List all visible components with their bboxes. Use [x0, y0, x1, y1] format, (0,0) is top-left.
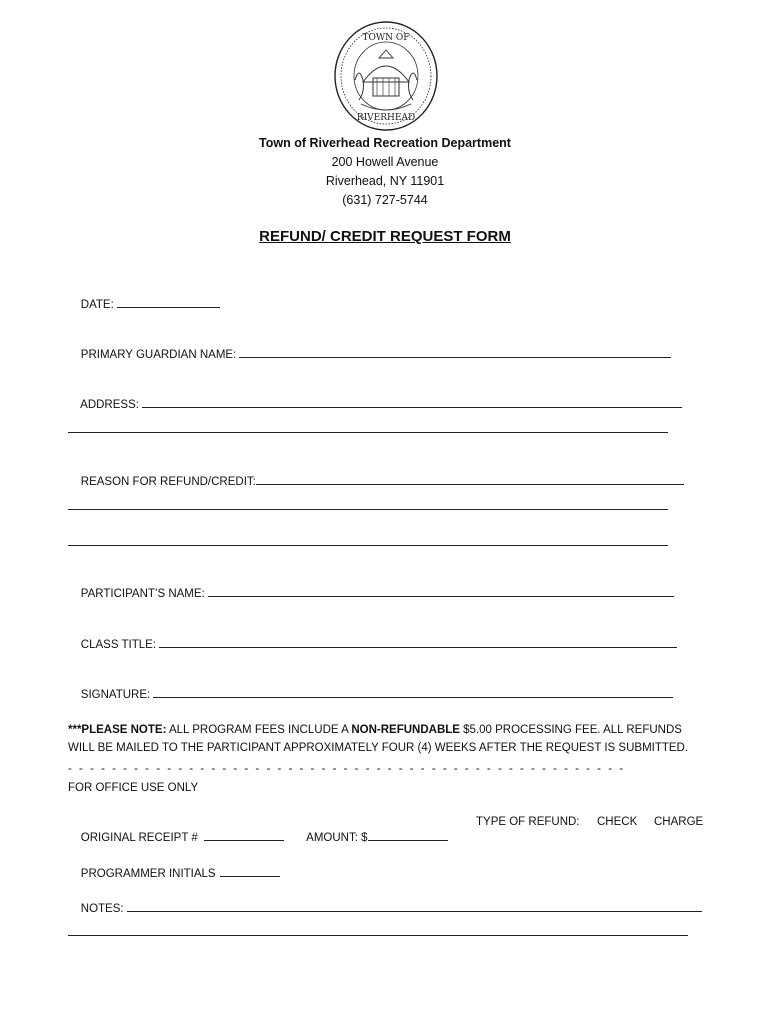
- refund-type-charge[interactable]: CHARGE: [654, 816, 704, 828]
- amount-field[interactable]: [368, 828, 448, 841]
- class-title-field[interactable]: [159, 635, 677, 648]
- receipt-label: ORIGINAL RECEIPT #: [80, 832, 198, 844]
- fee-notice: [68, 721, 708, 757]
- guardian-row: [68, 333, 671, 373]
- seal-top-text: TOWN OF: [362, 33, 410, 43]
- date-label: DATE:: [80, 299, 114, 311]
- refund-type-check[interactable]: CHECK: [597, 816, 638, 828]
- participant-row: [68, 572, 674, 612]
- reason-field-line-2[interactable]: [68, 509, 668, 510]
- notes-field-line-2[interactable]: [68, 935, 688, 936]
- address-field[interactable]: [142, 395, 682, 408]
- receipt-row: [68, 816, 284, 856]
- reason-label: REASON FOR REFUND/CREDIT:: [80, 476, 256, 488]
- reason-field-line-3[interactable]: [68, 545, 668, 546]
- signature-field[interactable]: [153, 685, 673, 698]
- amount-row: [294, 816, 448, 856]
- participant-label: PARTICIPANT’S NAME:: [80, 588, 205, 600]
- notes-field[interactable]: [127, 899, 702, 912]
- initials-field[interactable]: [220, 864, 280, 877]
- receipt-field[interactable]: [204, 828, 284, 841]
- form-title: REFUND/ CREDIT REQUEST FORM: [259, 228, 511, 245]
- participant-name-field[interactable]: [208, 584, 674, 597]
- reason-field[interactable]: [256, 472, 684, 485]
- signature-row: [68, 673, 673, 713]
- notes-label: NOTES:: [80, 903, 124, 915]
- phone-number: (631) 727-5744: [342, 193, 428, 207]
- amount-label: AMOUNT: $: [306, 832, 368, 844]
- office-divider: - - - - - - - - - - - - - - - - - - - - - - - - - - - - - - - - - - - - - - - - - - - - - - - - - - -: [68, 763, 626, 775]
- office-use-heading: FOR OFFICE USE ONLY: [68, 782, 199, 794]
- class-title-label: CLASS TITLE:: [80, 639, 156, 651]
- city-state-zip: Riverhead, NY 11901: [325, 174, 445, 188]
- seal-bottom-text: RIVERHEAD: [356, 113, 416, 123]
- address-row: [68, 383, 682, 423]
- guardian-label: PRIMARY GUARDIAN NAME:: [80, 349, 237, 361]
- note-part2: $5.00 PROCESSING FEE. ALL REFUNDS WILL BE MAILED TO THE PARTICIPANT APPROXIMATELY FOUR (4) WEEKS AFTER THE REQUEST IS SUBMITTED.: [68, 724, 689, 754]
- note-prefix: ***PLEASE NOTE:: [68, 724, 167, 736]
- note-nonrefundable: NON-REFUNDABLE: [351, 724, 460, 736]
- date-field[interactable]: [117, 295, 220, 308]
- refund-type-label: TYPE OF REFUND:: [476, 816, 580, 828]
- address-field-line-2[interactable]: [68, 432, 668, 433]
- organization-name: Town of Riverhead Recreation Department: [259, 136, 511, 150]
- street-address: 200 Howell Avenue: [331, 155, 439, 169]
- date-row: [68, 283, 220, 323]
- address-label: ADDRESS:: [80, 399, 139, 411]
- note-part1: ALL PROGRAM FEES INCLUDE A: [166, 724, 352, 736]
- class-row: [68, 623, 677, 663]
- initials-label: PROGRAMMER INITIALS: [80, 868, 216, 880]
- guardian-name-field[interactable]: [239, 345, 671, 358]
- initials-row: [68, 852, 280, 892]
- letterhead: [0, 134, 770, 210]
- notes-row: [68, 887, 702, 927]
- town-seal-logo: [333, 20, 439, 132]
- reason-row: [68, 460, 684, 500]
- signature-label: SIGNATURE:: [80, 689, 151, 701]
